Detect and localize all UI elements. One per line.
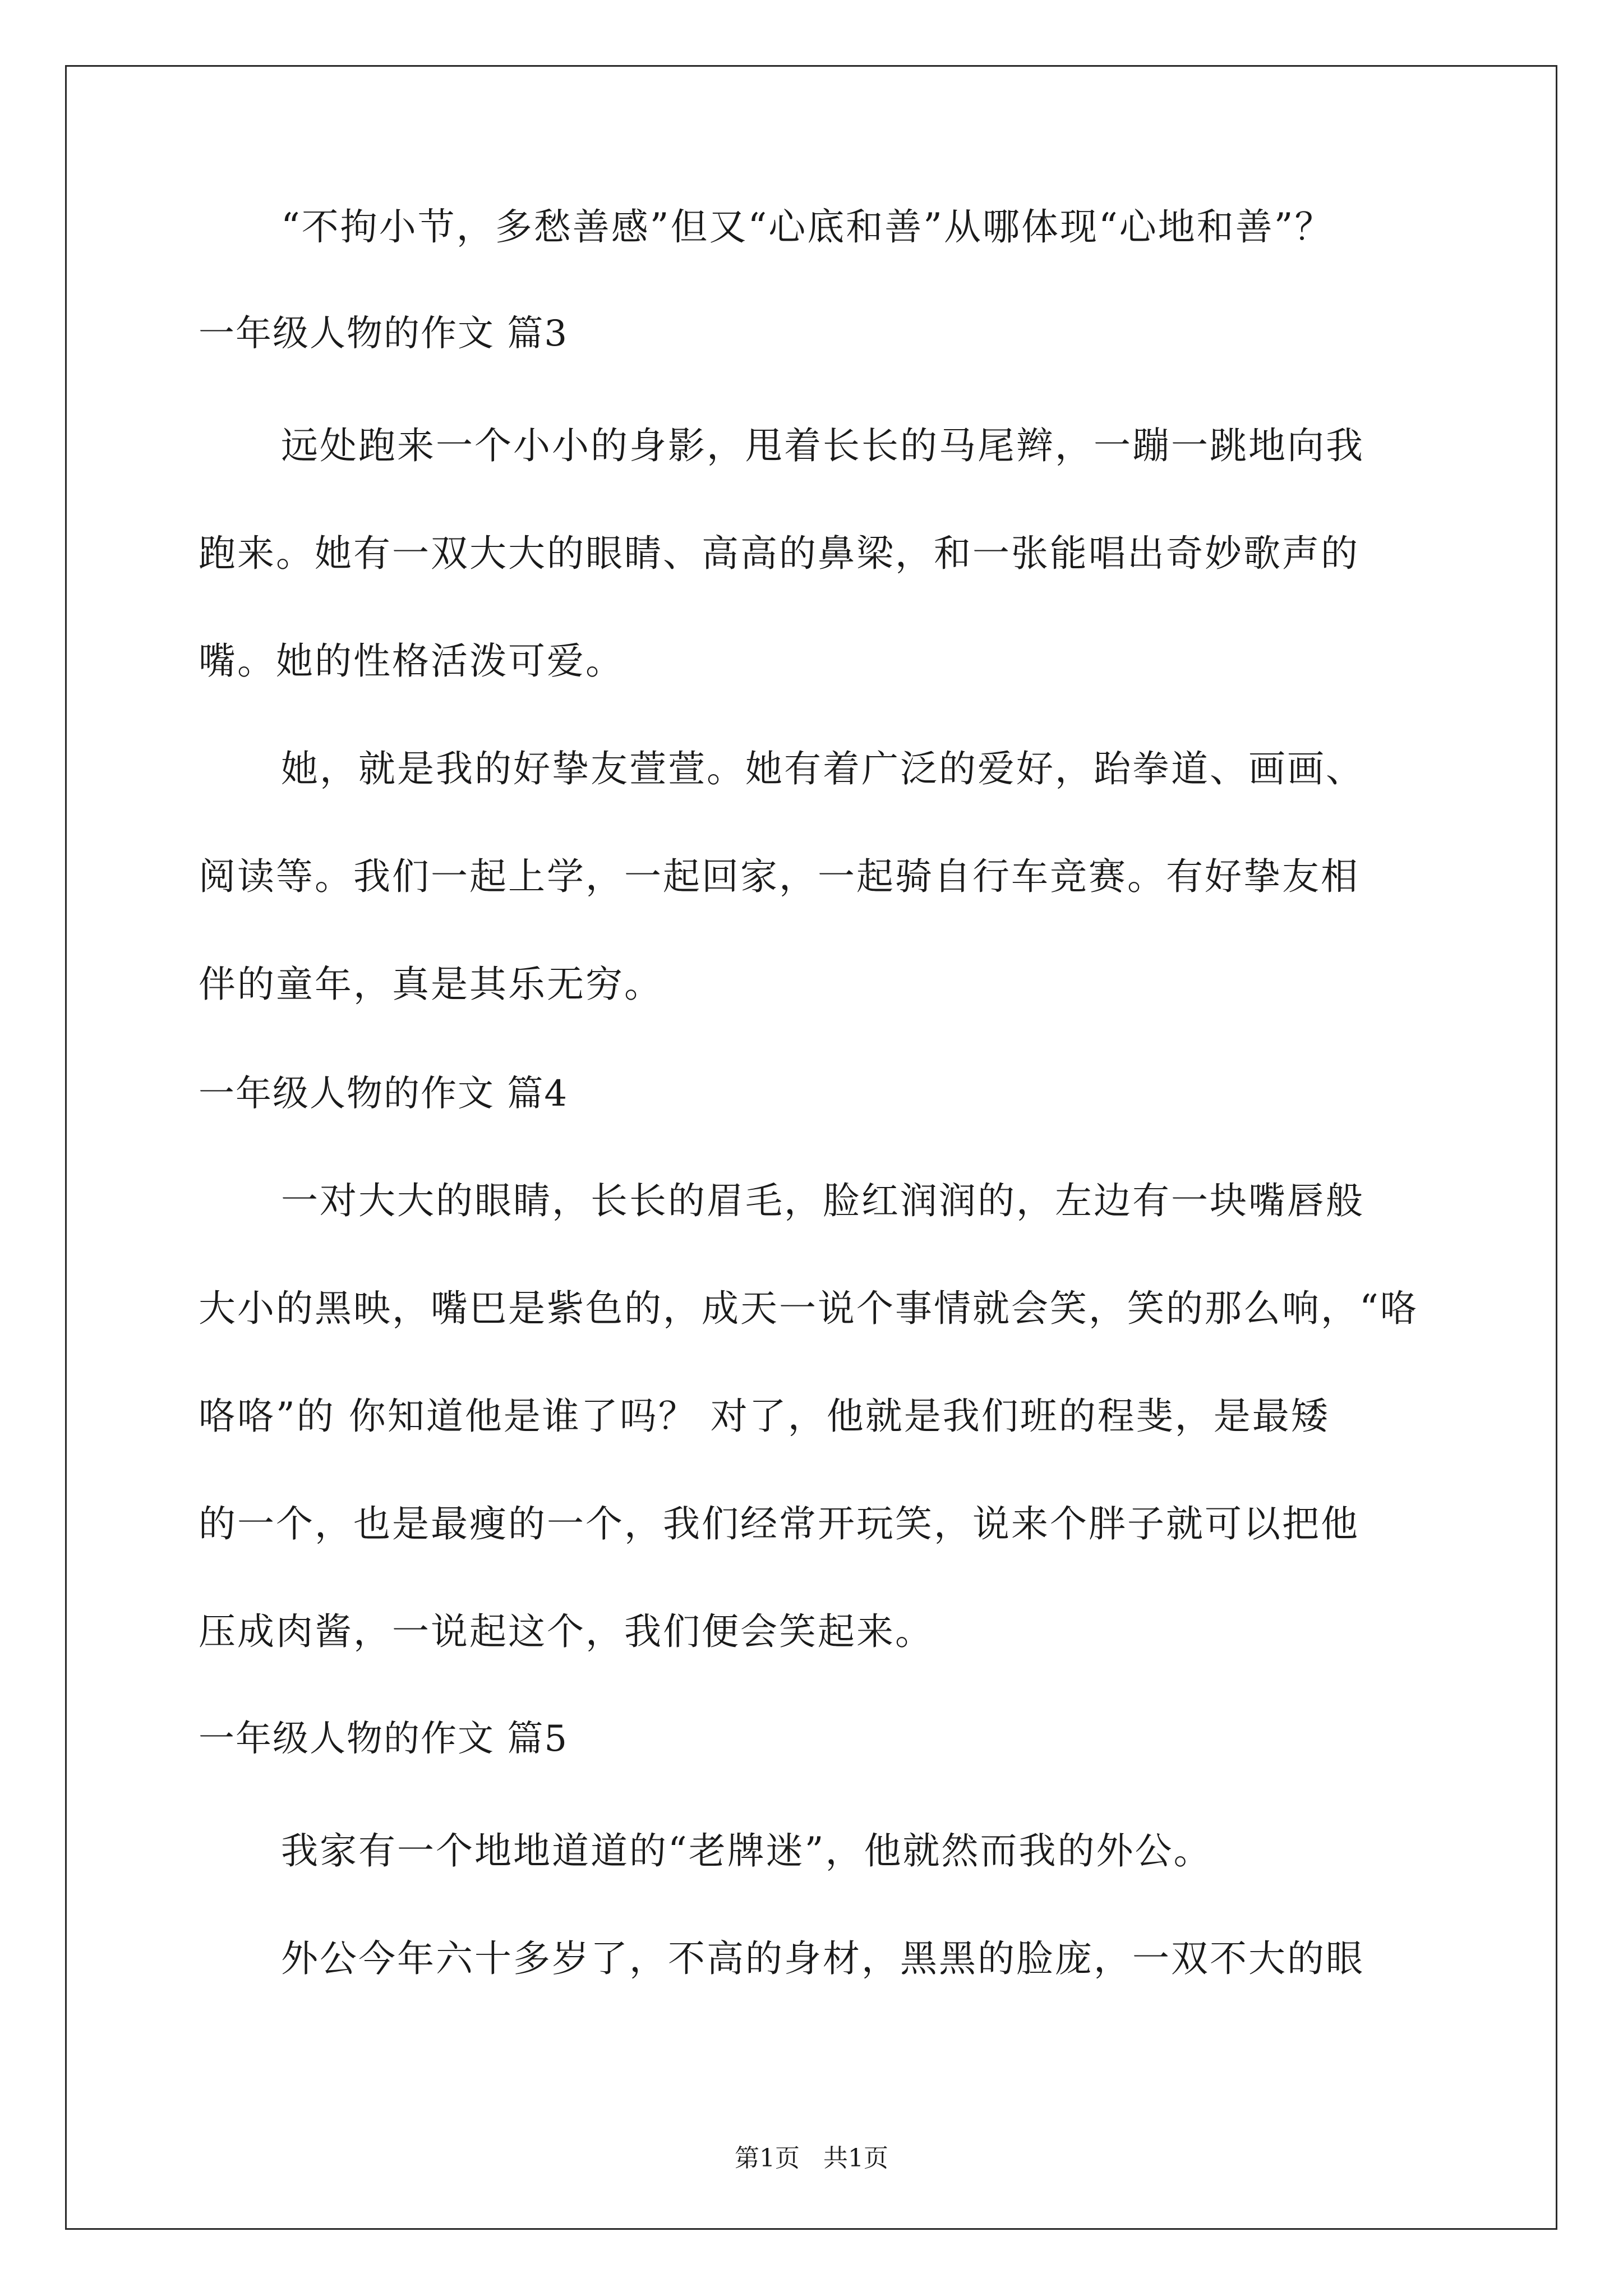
page-number: 第1页 共1页 xyxy=(735,2144,888,2173)
section-heading: 一年级人物的作文 篇3 xyxy=(199,313,569,355)
page-border xyxy=(65,65,1557,2230)
paragraph-line: 一对大大的眼睛，长长的眉毛，脸红润润的，左边有一块嘴唇般 xyxy=(281,1179,1364,1222)
paragraph-line: 压成肉酱，一说起这个，我们便会笑起来。 xyxy=(199,1610,934,1653)
paragraph-line: 的一个，也是最瘦的一个，我们经常开玩笑，说来个胖子就可以把他 xyxy=(199,1502,1359,1545)
paragraph-line: 远处跑来一个小小的身影，甩着长长的马尾辫，一蹦一跳地向我 xyxy=(281,424,1364,467)
paragraph-line: 我家有一个地地道道的“老牌迷”，他就然而我的外公。 xyxy=(281,1829,1212,1872)
paragraph-line: 伴的童年，真是其乐无穷。 xyxy=(199,963,663,1006)
paragraph-line: 跑来。她有一双大大的眼睛、高高的鼻梁，和一张能唱出奇妙歌声的 xyxy=(199,532,1359,575)
paragraph-line: 外公今年六十多岁了，不高的身材，黑黑的脸庞，一双不大的眼 xyxy=(281,1937,1364,1980)
paragraph-line: “不拘小节，多愁善感”但又“心底和善”从哪体现“心地和善”？ xyxy=(281,205,1334,249)
paragraph-line: 咯咯”的 你知道他是谁了吗？ 对了，他就是我们班的程斐，是最矮 xyxy=(199,1395,1330,1438)
paragraph-line: 阅读等。我们一起上学，一起回家，一起骑自行车竞赛。有好挚友相 xyxy=(199,855,1359,898)
paragraph-line: 嘴。她的性格活泼可爱。 xyxy=(199,639,624,683)
section-heading: 一年级人物的作文 篇4 xyxy=(199,1073,569,1115)
section-heading: 一年级人物的作文 篇5 xyxy=(199,1718,569,1760)
paragraph-line: 她，就是我的好挚友萱萱。她有着广泛的爱好，跆拳道、画画、 xyxy=(281,747,1364,790)
paragraph-line: 大小的黑映，嘴巴是紫色的，成天一说个事情就会笑，笑的那么响，“咯 xyxy=(199,1287,1419,1330)
